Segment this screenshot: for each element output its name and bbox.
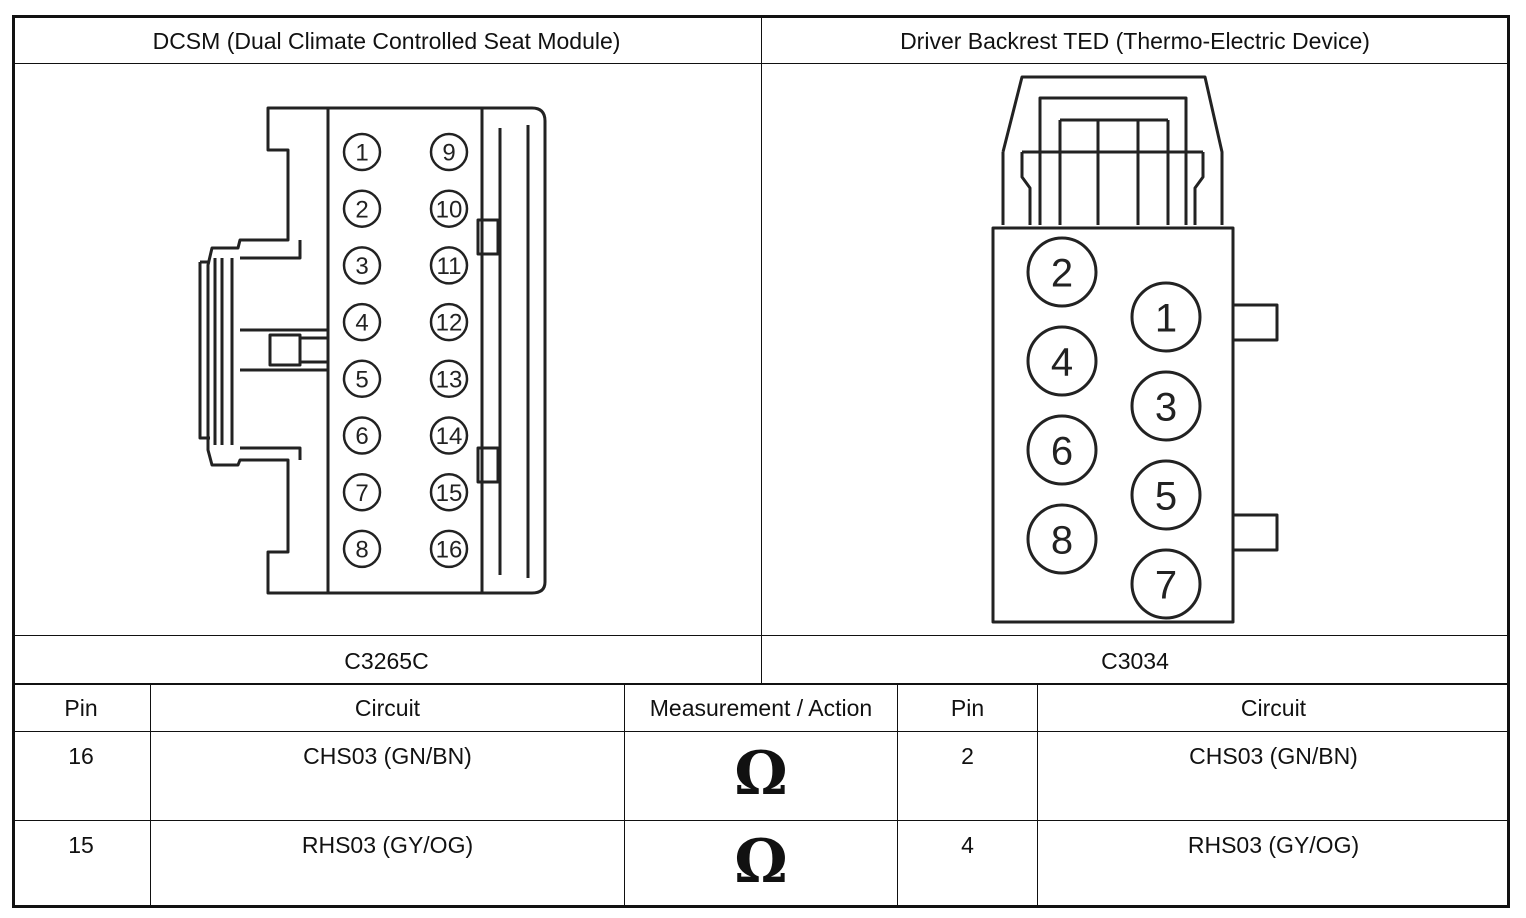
dcsm-pin-4 <box>344 304 380 340</box>
dcsm-pin-column-1 <box>344 134 380 567</box>
ted-pin-5 <box>1132 461 1200 529</box>
dcsm-pin-10-label: 10 <box>435 196 463 224</box>
dcsm-pin-2-label: 2 <box>355 196 369 224</box>
divider-header-row <box>12 731 1510 732</box>
dcsm-pin-16-label: 16 <box>435 536 463 564</box>
ted-pin-4 <box>1028 327 1096 395</box>
divider-row-1 <box>12 820 1510 821</box>
right-connector-code: C3034 <box>1101 648 1169 674</box>
ted-pin-column-right <box>1132 283 1200 618</box>
row-1-ohm-symbol: Ω <box>734 739 788 809</box>
row-1-pin-b: 2 <box>961 743 974 769</box>
ted-pin-2 <box>1028 238 1096 306</box>
dcsm-pin-6 <box>344 418 380 454</box>
ted-pin-3 <box>1132 372 1200 440</box>
ted-pin-8 <box>1028 505 1096 573</box>
header-circuit-a: Circuit <box>354 695 421 721</box>
ted-pin-6-label: 6 <box>1050 429 1074 474</box>
row-2-pin-a: 15 <box>68 832 94 858</box>
ted-pin-8-label: 8 <box>1050 518 1074 563</box>
ted-pin-4-label: 4 <box>1050 340 1074 385</box>
dcsm-pin-9 <box>431 134 467 170</box>
dcsm-pin-12 <box>431 304 467 340</box>
row-1-pin-a: 16 <box>68 743 94 769</box>
ted-pin-1 <box>1132 283 1200 351</box>
header-pin-b: Pin <box>950 695 985 721</box>
header-circuit-b: Circuit <box>1240 695 1307 721</box>
dcsm-pin-2 <box>344 191 380 227</box>
left-connector-title: DCSM (Dual Climate Controlled Seat Module) <box>152 28 621 54</box>
ted-pin-column-left <box>1028 238 1096 573</box>
dcsm-pin-11 <box>431 247 467 283</box>
dcsm-pin-1 <box>344 134 380 170</box>
dcsm-pin-8 <box>344 531 380 567</box>
row-2-circuit-b: RHS03 (GY/OG) <box>1187 832 1360 858</box>
ted-pin-1-label: 1 <box>1154 296 1178 341</box>
dcsm-pin-15-label: 15 <box>435 479 463 507</box>
dcsm-pin-14 <box>431 418 467 454</box>
ted-pin-7 <box>1132 550 1200 618</box>
dcsm-pin-5-label: 5 <box>355 366 369 394</box>
dcsm-pin-6-label: 6 <box>355 423 369 451</box>
ted-connector-drawing <box>985 70 1285 630</box>
header-measurement: Measurement / Action <box>649 695 873 721</box>
dcsm-pin-13-label: 13 <box>435 366 463 394</box>
dcsm-pin-8-label: 8 <box>355 536 369 564</box>
dcsm-pin-column-2 <box>431 134 467 567</box>
dcsm-pin-10 <box>431 191 467 227</box>
dcsm-pin-4-label: 4 <box>355 309 369 337</box>
dcsm-pin-7-label: 7 <box>355 479 369 507</box>
row-1-circuit-a: CHS03 (GN/BN) <box>303 743 472 769</box>
dcsm-pin-15 <box>431 474 467 510</box>
divider-code-row <box>12 635 1510 636</box>
dcsm-pin-3 <box>344 247 380 283</box>
dcsm-pin-11-label: 11 <box>436 253 462 281</box>
dcsm-pin-3-label: 3 <box>355 253 369 281</box>
ted-pin-3-label: 3 <box>1154 385 1178 430</box>
dcsm-pin-13 <box>431 361 467 397</box>
dcsm-connector-drawing <box>190 100 560 600</box>
dcsm-pin-9-label: 9 <box>442 139 456 167</box>
dcsm-pin-7 <box>344 474 380 510</box>
row-2-pin-b: 4 <box>961 832 974 858</box>
dcsm-pin-1-label: 1 <box>355 139 369 167</box>
header-pin-a: Pin <box>64 695 98 721</box>
ted-pin-6 <box>1028 416 1096 484</box>
dcsm-pin-14-label: 14 <box>435 423 463 451</box>
left-connector-code: C3265C <box>344 648 429 674</box>
ted-pin-5-label: 5 <box>1154 474 1178 519</box>
dcsm-pin-12-label: 12 <box>435 309 463 337</box>
row-1-circuit-b: CHS03 (GN/BN) <box>1189 743 1358 769</box>
dcsm-pin-5 <box>344 361 380 397</box>
divider-table-top <box>12 683 1510 685</box>
row-2-ohm-symbol: Ω <box>734 827 788 897</box>
divider-center-vertical <box>761 15 762 684</box>
dcsm-pin-16 <box>431 531 467 567</box>
ted-pin-7-label: 7 <box>1154 563 1178 608</box>
right-connector-title: Driver Backrest TED (Thermo-Electric Device) <box>900 28 1370 54</box>
row-2-circuit-a: RHS03 (GY/OG) <box>301 832 474 858</box>
ted-pin-2-label: 2 <box>1050 251 1074 296</box>
